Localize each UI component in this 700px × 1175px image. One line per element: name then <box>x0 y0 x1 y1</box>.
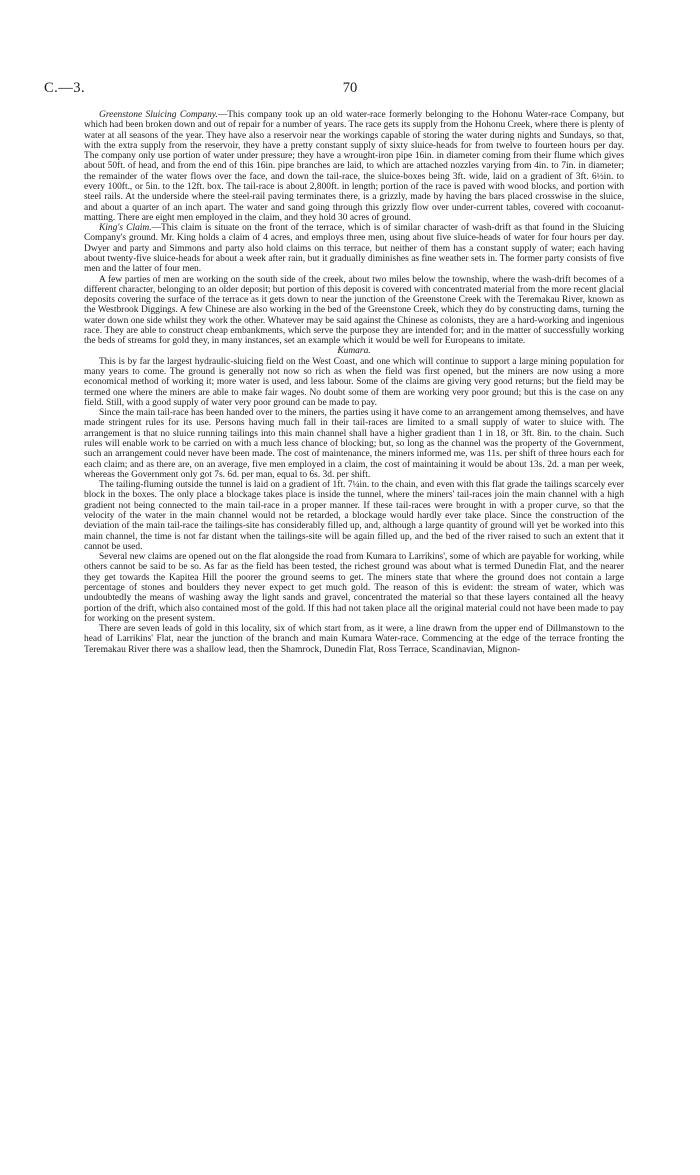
section-heading-kumara: Kumara. <box>337 346 371 357</box>
report-code: C.—3. <box>44 80 86 96</box>
kings-claim-text: —This claim is situate on the front of the terrace, which is of similar character of wash-drift as that found in the Sluicing Company's ground. Mr. King holds a claim of 4 acres, and employs three men, using about five sluice-heads of water for four hours per day. Dwyer and party and Simmons and party also hold claims on this terrace, but neither of them has a constant supply of water; each having about twenty-five sluice-heads for about a week after rain, but it gradually diminishes as fine weather sets in. The former party consists of five men and the latter of four men. <box>84 223 624 275</box>
greenstone-lead: Greenstone Sluicing Company. <box>99 110 218 120</box>
paragraph-greenstone <box>84 110 624 223</box>
paragraph-kumara-1: This is by far the largest hydraulic-sluicing field on the West Coast, and one which will continue to support a large mining population for many years to come. The ground is generally not now so rich as when the field was first opened, but the miners are now using a more economical method of working it; more water is used, and less labour. Some of the claims are giving very good returns; but the field may be termed one where the miners are able to make fair wages. No doubt some of them are working very poor ground; but this is the case on any field. Still, with a good supply of water very poor ground can be made to pay. <box>84 356 624 408</box>
paragraph-kumara-5: There are seven leads of gold in this locality, six of which start from, as it were, a line drawn from the upper end of Dillmanstown to the head of Larrikins' Flat, near the junction of the branch and main Kumara Water-race. Commencing at the edge of the terrace fronting the Teremakau River there was a shallow lead, then the Shamrock, Dunedin Flat, Ross Terrace, Scandinavian, Mignon- <box>84 624 624 655</box>
page-number: 70 <box>342 80 358 96</box>
greenstone-text: —This company took up an old water-race formerly belonging to the Hohonu Water-race Company, but which had been broken down and out of repair for a number of years. The race gets its supply from the Hohonu Creek, where there is plenty of water at all seasons of the year. They have also a reservoir near the workings capable of storing the water during nights and Sundays, so that, with the extra supply from the reservoir, they have a pretty constant supply of sixty sluice-heads for from twelve to fourteen hours per day. The company only use portion of water under pressure; they have a wrought-iron pipe 16in. in diameter coming from their flume which gives about 50ft. of head, and from the end of this 16in. pipe branches are laid, to which are attached nozzles varying from 4in. to 7in. in diameter; the remainder of the water flows over the face, and down the tail-race, the sluice-boxes being 3ft. wide, laid on a gradient of 3ft. 6½in. to every 100ft., or 5in. to the 12ft. box. The tail-race is about 2,800ft. in length; portion of the race is paved with wood blocks, and portion with steel rails. At the underside where the steel-rail paving terminates there, is a grizzly, made by having the bars placed crosswise in the sluice, and about a quarter of an inch apart. The water and sand going through this grizzly flow over under-current tables, covered with cocoanut-matting. There are eight men employed in the claim, and they hold 30 acres of ground. <box>84 110 624 223</box>
paragraph-south-side: A few parties of men are working on the south side of the creek, about two miles below the township, where the wash-drift becomes of a different character, belonging to an older deposit; but portion of this deposit is covered with concentrated material from the more recent glacial deposits covering the surface of the terrace as it gets down to near the junction of the Greenstone Creek with the Teremakau River, known as the Westbrook Diggings. A few Chinese are also working in the bed of the Greenstone Creek, which they do by constructing dams, turning the water down one side whilst they work the other. Whatever may be said against the Chinese as colonists, they are a hard-working and ingenious race. They are able to construct cheap embankments, which serve the purpose they are intended for; and in the matter of successfully working the beds of streams for gold they, in many instances, set an example which it would be well for Europeans to imitate. <box>84 274 624 347</box>
paragraph-kumara-2: Since the main tail-race has been handed over to the miners, the parties using it have come to an arrangement among themselves, and have made stringent rules for its use. Persons having much fall in their tail-races are limited to a small supply of water to sluice with. The arrangement is that no sluice running tailings into this main channel shall have a higher gradient than 1 in 18, or 3ft. 8in. to the chain. Such rules will enable work to be carried on with a much less chance of blocking; but, so long as the channel was the property of the Government, such an arrangement could never have been made. The cost of maintenance, the miners informed me, was 11s. per shift of three hours each for each claim; and as there are, on an average, five men employed in a claim, the cost of maintaining it would be about 13s. 2d. a man per week, whereas the Government only got 7s. 6d. per man, equal to 6s. 3d. per shift. <box>84 408 624 480</box>
paragraph-kumara-3: The tailing-fluming outside the tunnel is laid on a gradient of 1ft. 7¼in. to the chain, and even with this flat grade the tailings scarcely ever block in the boxes. The only place a blockage takes place is inside the tunnel, where the miners' tail-races join the main channel with a high gradient not being connected to the main tail-race in a proper manner. If these tail-races were brought in with a proper curve, so that the velocity of the water in the main channel would not be retarded, a blockage would hardly ever take place. Since the construction of the deviation of the main tail-race the tailings-site has considerably filled up, and, although a large quantity of ground will yet be worked into this main channel, the time is not far distant when the tailings-site will be again filled up, and the bed of the river raised to such an extent that it cannot be used. <box>84 480 624 552</box>
paragraph-kumara-4: Several new claims are opened out on the flat alongside the road from Kumara to Larrikins', some of which are payable for working, while others cannot be said to be so. As far as the field has been tested, the richest ground was about what is termed Dunedin Flat, and the nearer they get towards the Kapitea Hill the poorer the ground seems to get. The miners state that where the ground does not contain a large percentage of stones and boulders they never expect to get much gold. The reason of this is evident: the stream of water, which was undoubtedly the means of washing away the light sands and gravel, concentrated the material so that these layers contained all the heavy portion of the drift, which also contained most of the gold. If this had not taken place all the original material could not have been made to pay for working on the present system. <box>84 552 624 624</box>
paragraph-kings-claim <box>84 223 624 274</box>
kings-claim-lead: King's Claim. <box>99 223 152 234</box>
body-text <box>84 110 624 655</box>
